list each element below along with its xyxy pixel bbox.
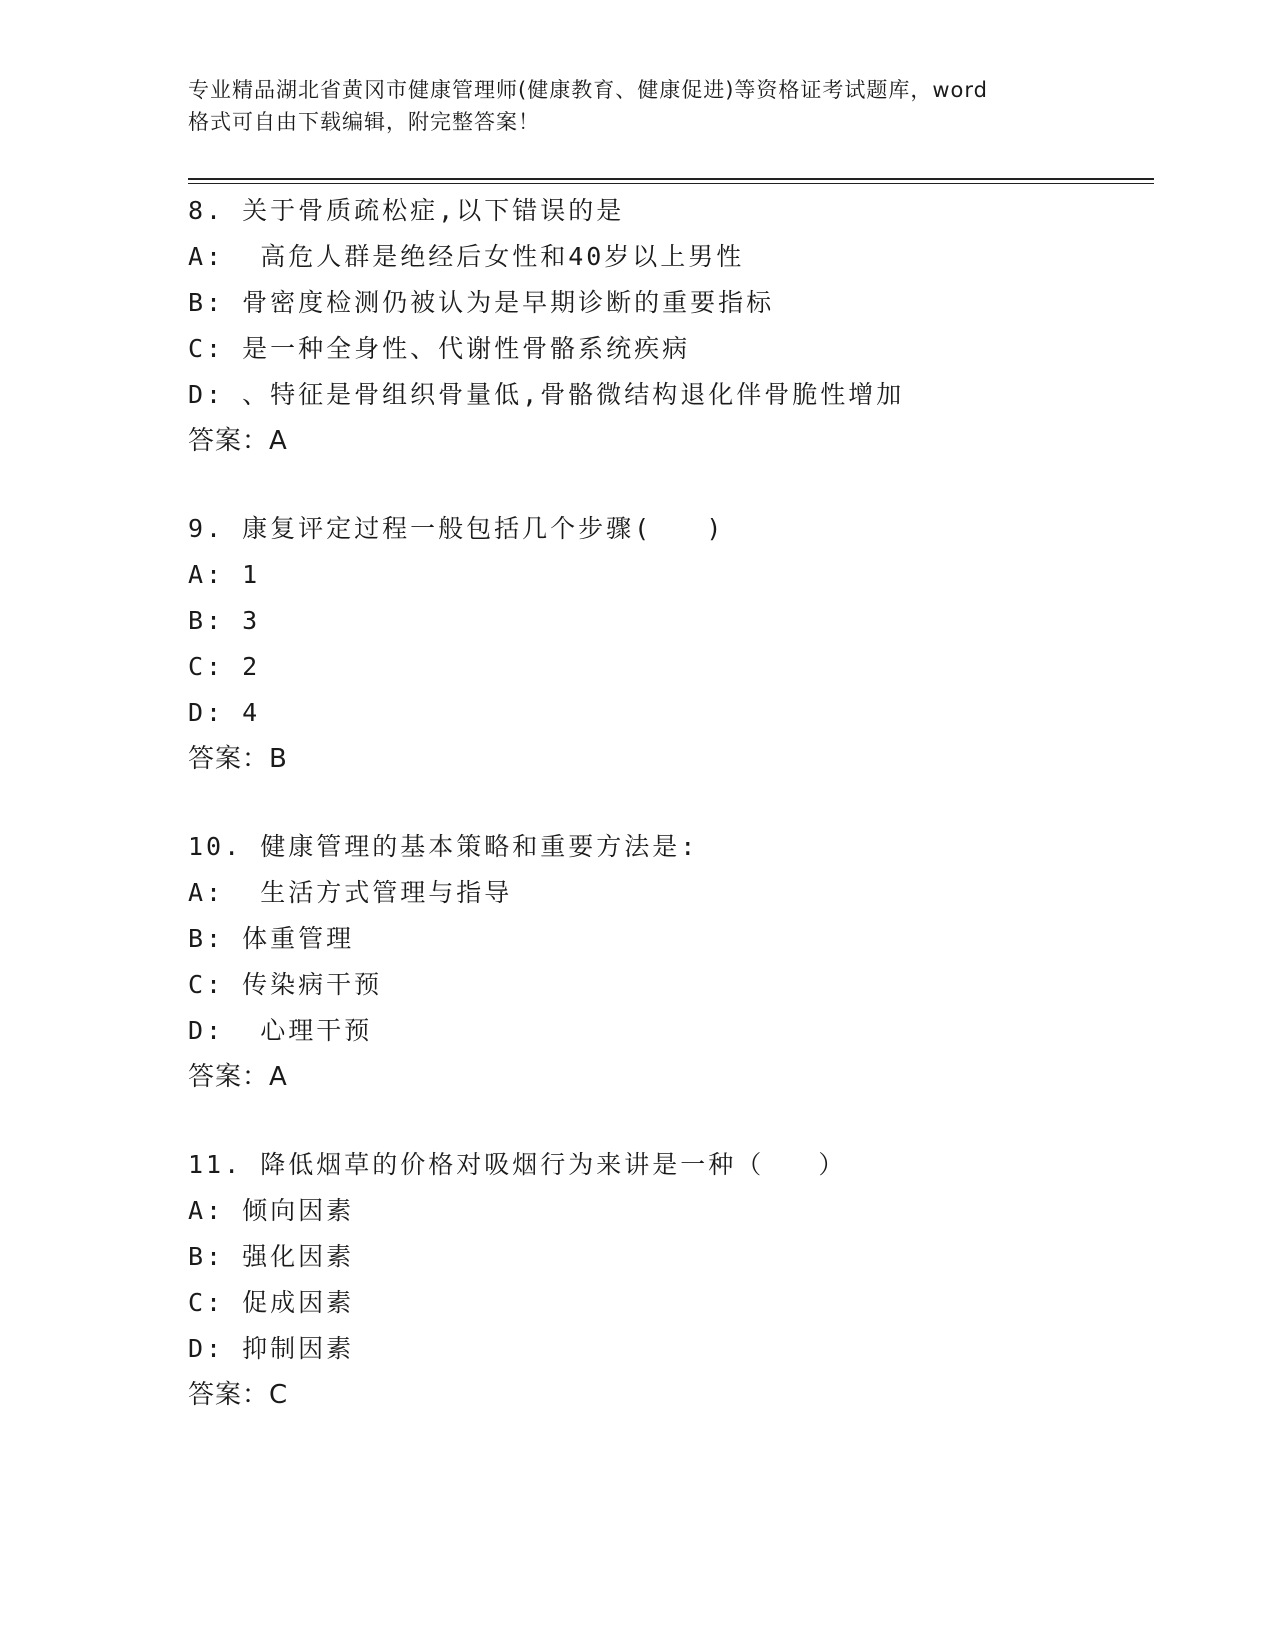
option-d: D: 4 (188, 698, 261, 727)
header-divider-thick (188, 178, 1154, 180)
option-d: D: 抑制因素 (188, 1334, 355, 1363)
option-b: B: 3 (188, 606, 261, 635)
option-c: C: 传染病干预 (188, 970, 383, 999)
option-a: A: 1 (188, 560, 261, 589)
answer-label: 答案：C (188, 1380, 289, 1410)
option-a: A: 倾向因素 (188, 1196, 355, 1225)
option-a: A: 高危人群是绝经后女性和40岁以上男性 (188, 242, 745, 271)
option-b: B: 骨密度检测仍被认为是早期诊断的重要指标 (188, 288, 775, 317)
option-b: B: 体重管理 (188, 924, 355, 953)
option-c: C: 2 (188, 652, 261, 681)
document-header (188, 74, 1088, 138)
question-list (188, 188, 1148, 1460)
option-c: C: 是一种全身性、代谢性骨骼系统疾病 (188, 334, 691, 363)
option-b: B: 强化因素 (188, 1242, 355, 1271)
question-stem: 8. 关于骨质疏松症,以下错误的是 (188, 196, 625, 225)
header-divider-thin (188, 183, 1154, 184)
option-d: D: 、特征是骨组织骨量低,骨骼微结构退化伴骨脆性增加 (188, 380, 905, 409)
question-stem: 9. 康复评定过程一般包括几个步骤( ) (188, 514, 725, 543)
question-stem: 10. 健康管理的基本策略和重要方法是: (188, 832, 699, 861)
answer-label: 答案：A (188, 426, 288, 456)
option-d: D: 心理干预 (188, 1016, 373, 1045)
answer-label: 答案：A (188, 1062, 288, 1092)
question-9 (188, 506, 1148, 782)
option-a: A: 生活方式管理与指导 (188, 878, 513, 907)
question-10 (188, 824, 1148, 1100)
header-line-2: 格式可自由下载编辑，附完整答案！ (188, 110, 540, 134)
question-8 (188, 188, 1148, 464)
answer-label: 答案：B (188, 744, 288, 774)
header-line-1: 专业精品湖北省黄冈市健康管理师(健康教育、健康促进)等资格证考试题库，word (188, 78, 989, 102)
option-c: C: 促成因素 (188, 1288, 355, 1317)
question-11 (188, 1142, 1148, 1418)
question-stem: 11. 降低烟草的价格对吸烟行为来讲是一种（ ） (188, 1150, 847, 1179)
